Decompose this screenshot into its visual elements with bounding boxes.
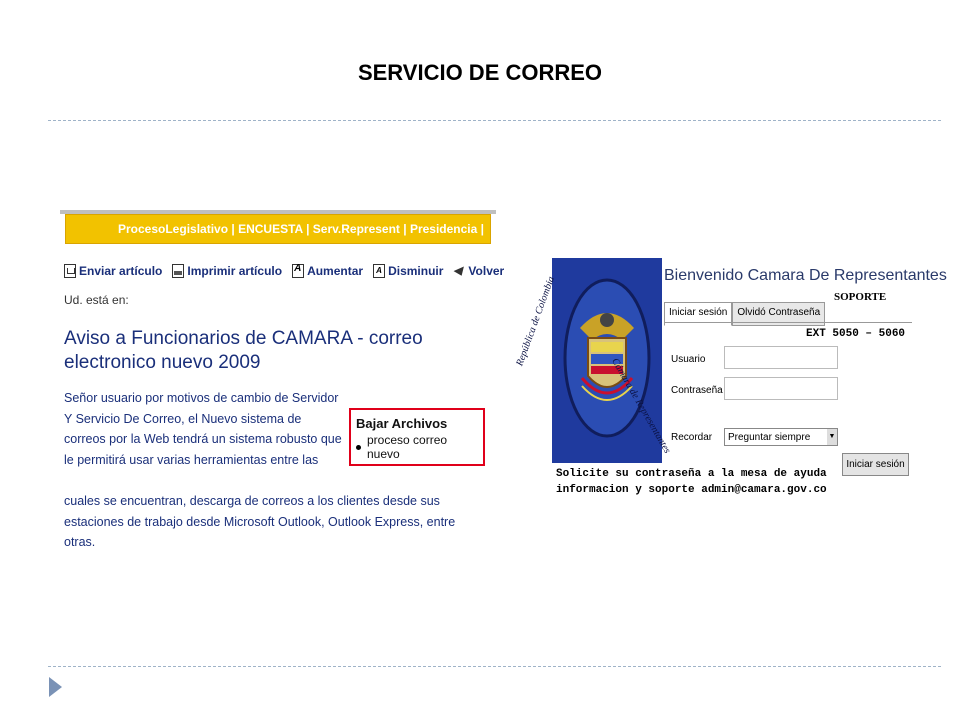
article-body: Señor usuario por motivos de cambio de Servidor Y Servicio De Correo, el Nuevo sistema de correos por la Web tendrá un sistema robusto que le permitirá usar varias herramientas entre las: [64, 391, 342, 467]
password-label: Contraseña: [671, 385, 723, 396]
download-link[interactable]: [356, 433, 483, 461]
password-input[interactable]: [724, 377, 838, 400]
chevron-down-icon[interactable]: ▼: [827, 429, 837, 445]
webmail-login-screenshot: [514, 258, 947, 503]
help-note-line2: informacion y soporte admin@camara.gov.co: [556, 484, 827, 496]
increase-text-label: Aumentar: [307, 264, 364, 278]
download-link-label: proceso correo nuevo: [367, 433, 448, 461]
back-label: Volver: [468, 264, 505, 278]
username-input[interactable]: [724, 346, 838, 369]
breadcrumb: Ud. está en:: [64, 293, 129, 307]
back-icon: [453, 264, 465, 278]
increase-text-button[interactable]: [292, 264, 363, 278]
article-title: Aviso a Funcionarios de CAMARA - correo electronico nuevo 2009: [64, 328, 423, 373]
coat-of-arms-icon: [552, 258, 662, 463]
downloads-title: Bajar Archivos: [356, 416, 448, 431]
print-icon: [172, 264, 184, 278]
seal-top-text: República de Colombia: [514, 275, 558, 368]
tab-divider: [664, 322, 912, 323]
news-article-screenshot: [60, 210, 505, 555]
back-button[interactable]: [453, 264, 504, 278]
help-note: [556, 466, 827, 498]
decrease-text-button[interactable]: [373, 264, 443, 278]
send-article-button[interactable]: [64, 264, 162, 278]
font-decrease-icon: [373, 264, 385, 278]
tab-olvido-contrasena[interactable]: Olvidó Contraseña: [732, 302, 825, 326]
downloads-box: [349, 408, 485, 466]
play-arrow-icon[interactable]: [49, 677, 62, 697]
send-article-label: Enviar artículo: [79, 264, 163, 278]
site-navbar[interactable]: [65, 214, 491, 244]
welcome-heading: Bienvenido Camara De Representantes: [664, 267, 947, 284]
tab-iniciar-sesion[interactable]: Iniciar sesión: [664, 302, 732, 326]
envelope-icon: [64, 264, 76, 278]
remember-select[interactable]: [724, 428, 838, 446]
bottom-divider: [48, 666, 941, 667]
camara-seal-logo: [514, 258, 673, 463]
slide-title: SERVICIO DE CORREO: [357, 60, 603, 85]
decrease-text-label: Disminuir: [388, 264, 444, 278]
remember-label: Recordar: [671, 432, 713, 443]
remember-select-value: Preguntar siempre: [728, 432, 811, 443]
support-label: SOPORTE: [834, 291, 887, 303]
print-article-label: Imprimir artículo: [187, 264, 283, 278]
login-button[interactable]: Iniciar sesión: [842, 453, 909, 476]
font-increase-icon: [292, 264, 304, 278]
seal-bottom-text: Cámara de Representantes: [609, 356, 673, 456]
bullet-icon: [356, 445, 361, 450]
article-toolbar: [64, 264, 504, 278]
article-body-continued: cuales se encuentran, descarga de correos a los clientes desde sus estaciones de trabajo desde Microsoft Outlook, Outlook Express, entre otras.: [64, 494, 456, 549]
help-note-line1: Solicite su contraseña a la mesa de ayuda: [556, 468, 827, 480]
username-label: Usuario: [671, 354, 706, 365]
extension-numbers: EXT 5050 – 5060: [806, 328, 906, 340]
navbar-links[interactable]: ProcesoLegislativo | ENCUESTA | Serv.Represent | Presidencia |: [118, 222, 484, 236]
print-article-button[interactable]: [172, 264, 282, 278]
top-divider: [48, 120, 941, 121]
